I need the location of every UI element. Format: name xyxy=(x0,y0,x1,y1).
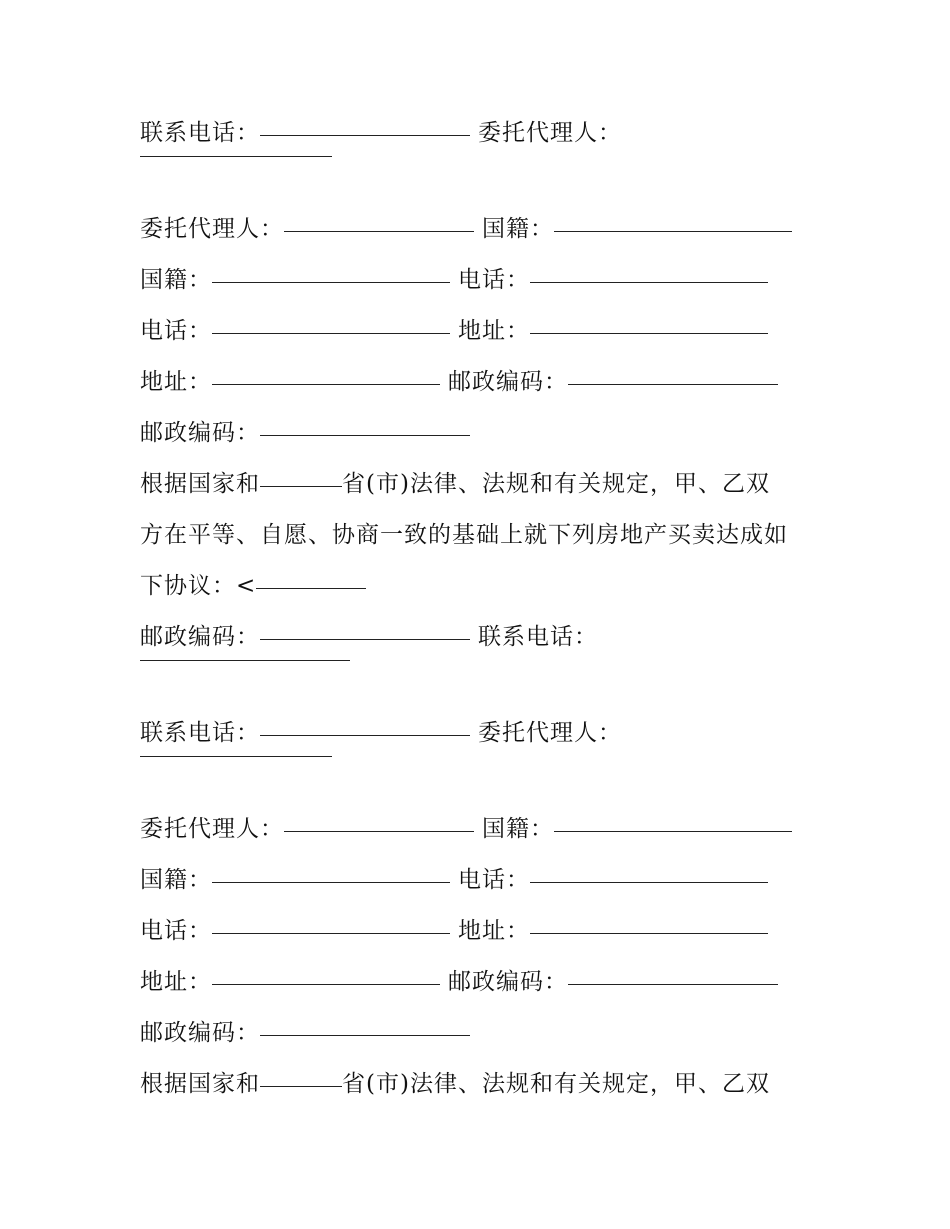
label-nationality: 国籍： xyxy=(140,267,212,293)
document-body xyxy=(140,108,830,1110)
blank-phone xyxy=(212,332,450,334)
label-phone: 电话： xyxy=(140,318,212,344)
blank-nationality xyxy=(212,281,450,283)
row-postal-contact xyxy=(140,612,830,663)
blank-province xyxy=(260,1085,342,1087)
paragraph-text: 方在平等、自愿、协商一致的基础上就下列房地产买卖达成如 xyxy=(140,522,788,548)
label-nationality: 国籍： xyxy=(482,216,554,242)
blank-contact-phone xyxy=(260,134,470,136)
paragraph-text: 下协议：< xyxy=(140,573,257,599)
row-agent-blank xyxy=(140,159,830,204)
paragraph-line-3 xyxy=(140,561,830,612)
blank-address xyxy=(530,332,768,334)
blank-agent xyxy=(284,230,474,232)
paragraph-text: 根据国家和 xyxy=(140,471,260,497)
label-nationality: 国籍： xyxy=(482,816,554,842)
label-agent: 委托代理人： xyxy=(140,216,284,242)
label-postal-code: 邮政编码： xyxy=(140,420,260,446)
label-agent: 委托代理人： xyxy=(140,816,284,842)
blank-nationality xyxy=(554,230,792,232)
row-nationality-phone-2 xyxy=(140,855,830,906)
label-contact-phone: 联系电话： xyxy=(478,624,598,650)
label-phone: 电话： xyxy=(458,867,530,893)
row-contact-blank xyxy=(140,663,830,708)
row-phone-address-2 xyxy=(140,906,830,957)
blank-phone xyxy=(212,932,450,934)
blank-agent xyxy=(140,755,332,757)
paragraph-line-2 xyxy=(140,510,830,561)
blank-postal-code xyxy=(260,1034,470,1036)
row-phone-address xyxy=(140,306,830,357)
label-address: 地址： xyxy=(458,318,530,344)
blank-agreement xyxy=(256,587,366,589)
blank-phone xyxy=(530,881,768,883)
blank-contact-phone xyxy=(260,734,470,736)
label-postal-code: 邮政编码： xyxy=(140,624,260,650)
row-agent-nationality-2 xyxy=(140,804,830,855)
blank-nationality xyxy=(554,830,792,832)
blank-address xyxy=(212,383,440,385)
blank-postal-code xyxy=(568,983,778,985)
label-nationality: 国籍： xyxy=(140,867,212,893)
row-contact-agent-2 xyxy=(140,708,830,759)
paragraph-text: 根据国家和 xyxy=(140,1071,260,1097)
label-address: 地址： xyxy=(458,918,530,944)
row-contact-agent xyxy=(140,108,830,159)
blank-address xyxy=(212,983,440,985)
label-agent: 委托代理人： xyxy=(478,120,622,146)
blank-address xyxy=(530,932,768,934)
label-address: 地址： xyxy=(140,969,212,995)
paragraph-text: 省(市)法律、法规和有关规定，甲、乙双 xyxy=(342,471,770,497)
blank-postal-code xyxy=(260,638,470,640)
blank-nationality xyxy=(212,881,450,883)
row-agent-nationality xyxy=(140,204,830,255)
paragraph-text: 省(市)法律、法规和有关规定，甲、乙双 xyxy=(342,1071,770,1097)
label-postal-code: 邮政编码： xyxy=(140,1020,260,1046)
row-postal-2 xyxy=(140,1008,830,1059)
row-nationality-phone xyxy=(140,255,830,306)
label-agent: 委托代理人： xyxy=(478,720,622,746)
row-address-postal-2 xyxy=(140,957,830,1008)
label-postal-code: 邮政编码： xyxy=(448,969,568,995)
blank-phone xyxy=(530,281,768,283)
paragraph-line-1-repeat xyxy=(140,1059,830,1110)
blank-postal-code xyxy=(260,434,470,436)
label-postal-code: 邮政编码： xyxy=(448,369,568,395)
blank-agent xyxy=(284,830,474,832)
blank-province xyxy=(260,485,342,487)
blank-agent xyxy=(140,155,332,157)
label-phone: 电话： xyxy=(458,267,530,293)
row-postal xyxy=(140,408,830,459)
paragraph-line-1 xyxy=(140,459,830,510)
row-agent-blank-2 xyxy=(140,759,830,804)
row-address-postal xyxy=(140,357,830,408)
blank-contact-phone xyxy=(140,659,350,661)
blank-postal-code xyxy=(568,383,778,385)
label-contact-phone: 联系电话： xyxy=(140,720,260,746)
label-contact-phone: 联系电话： xyxy=(140,120,260,146)
label-phone: 电话： xyxy=(140,918,212,944)
label-address: 地址： xyxy=(140,369,212,395)
